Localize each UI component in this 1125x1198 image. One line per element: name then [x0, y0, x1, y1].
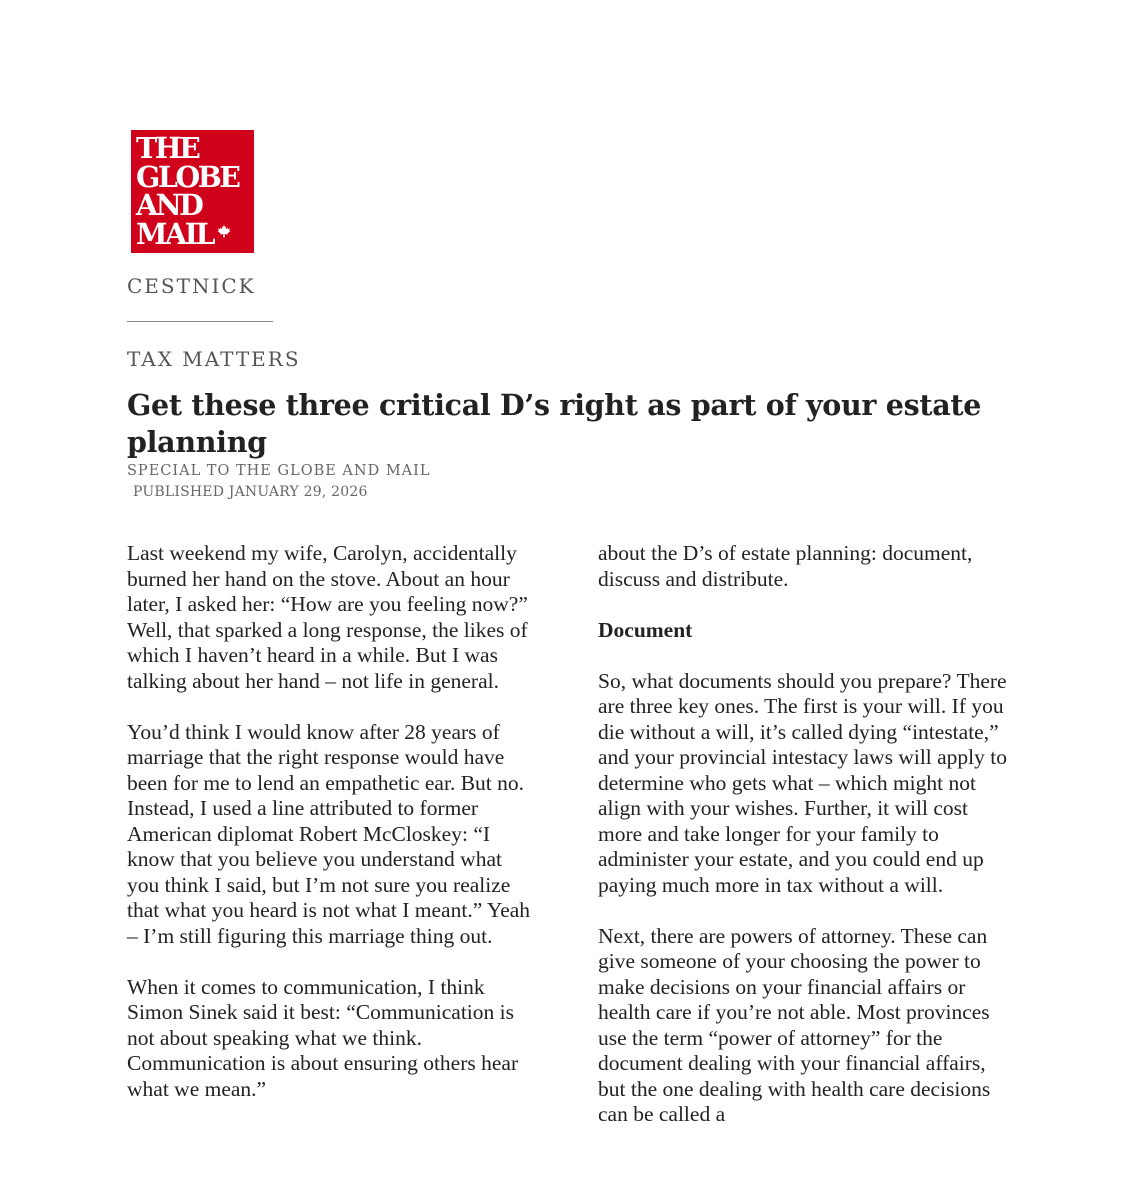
article-column-right: [598, 541, 1008, 1153]
article-column-left: [127, 541, 537, 1128]
article-headline: Get these three critical D’s right as part of your estate planning: [127, 388, 982, 459]
article-paragraph-continued: about the D’s of estate planning: document, discuss and distribute.: [598, 541, 973, 591]
section-divider: [127, 321, 273, 322]
article-paragraph: You’d think I would know after 28 years of marriage that the right response would have been for me to lend an empathetic ear. But no. Instead, I used a line attributed to former American diplomat Robert McCloskey: “I know that you believe you understand what you think I said, but I’m not sure you realize that what you heard is not what I meant.” Yeah – I’m still figuring this marriage thing out.: [127, 719, 531, 948]
byline: SPECIAL TO THE GLOBE AND MAIL: [127, 463, 431, 479]
logo-line-3: AND: [136, 188, 202, 222]
article-paragraph: Last weekend my wife, Carolyn, accidentally burned her hand on the stove. About an hour later, I asked her: “How are you feeling now?” Well, that sparked a long response, the likes of which I haven’t heard in a while. But I was talking about her hand – not life in general.: [127, 541, 528, 693]
maple-leaf-icon: [217, 224, 231, 238]
logo-line-4-wrap: [136, 216, 254, 251]
logo-line-2: GLOBE: [136, 159, 239, 194]
category-link-tax-matters[interactable]: TAX MATTERS: [127, 347, 301, 371]
subheading-document: Document: [598, 617, 693, 642]
section-link-cestnick[interactable]: CESTNICK: [127, 274, 256, 298]
globe-and-mail-logo[interactable]: [131, 130, 254, 253]
article-paragraph: When it comes to communication, I think Simon Sinek said it best: “Communication is not about speaking what we think. Communication is about ensuring others hear what we mean.”: [127, 974, 519, 1101]
article-paragraph: So, what documents should you prepare? There are three key ones. The first is your will. If you die without a will, it’s called dying “intestate,” and your provincial intestacy laws will apply to determine who gets what – which might not align with your wishes. Further, it will cost more and take longer for your family to administer your estate, and you could end up paying much more in tax without a will.: [598, 668, 1008, 897]
published-date: PUBLISHED JANUARY 29, 2026: [133, 484, 368, 500]
article-paragraph: Next, there are powers of attorney. These can give someone of your choosing the power to make decisions on your financial affairs or health care if you’re not able. Most provinces use the term “power of attorney” for the document dealing with your financial affairs, but the one dealing with health care decisions can be called a: [598, 923, 991, 1126]
logo-line-1: THE: [136, 131, 199, 165]
logo-line-4: MAIL: [136, 216, 214, 251]
